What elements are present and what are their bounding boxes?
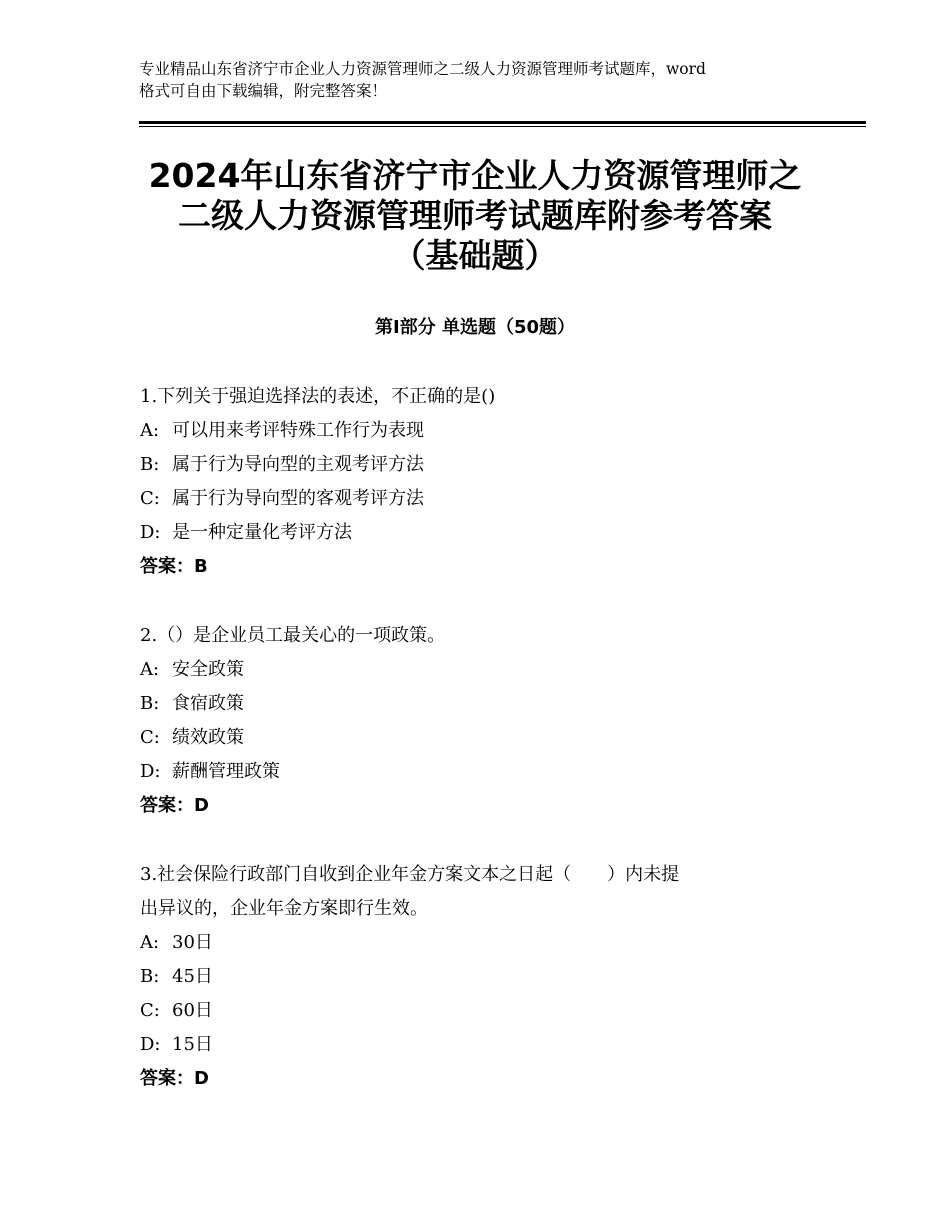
title-line: （基础题） <box>392 236 558 275</box>
option-text: 可以用来考评特殊工作行为表现 <box>172 420 424 441</box>
option-b <box>140 448 800 482</box>
option-label: B: <box>140 454 160 475</box>
option-label: A: <box>140 420 160 441</box>
question-3 <box>140 858 800 1096</box>
option-c <box>140 994 800 1028</box>
header-note <box>139 58 839 102</box>
option-b <box>140 960 800 994</box>
option-label: C: <box>140 727 160 748</box>
question-stem: 2.（）是企业员工最关心的一项政策。 <box>140 625 446 646</box>
option-label: D: <box>140 1034 161 1055</box>
option-text: 45日 <box>172 966 213 987</box>
option-label: D: <box>140 522 161 543</box>
option-label: C: <box>140 488 160 509</box>
option-text: 安全政策 <box>172 659 244 680</box>
title-line: 二级人力资源管理师考试题库附参考答案 <box>178 196 772 235</box>
answer: 答案：D <box>140 1068 209 1089</box>
question-stem-continued: 出异议的，企业年金方案即行生效。 <box>140 898 428 919</box>
option-text: 是一种定量化考评方法 <box>172 522 352 543</box>
question-stem: 3.社会保险行政部门自收到企业年金方案文本之日起（ ）内未提 <box>140 864 680 885</box>
option-d <box>140 755 800 789</box>
option-text: 60日 <box>172 1000 213 1021</box>
answer: 答案：B <box>140 556 208 577</box>
option-d <box>140 516 800 550</box>
option-c <box>140 721 800 755</box>
option-label: A: <box>140 659 160 680</box>
title-line: 2024年山东省济宁市企业人力资源管理师之 <box>148 156 802 195</box>
option-label: A: <box>140 932 160 953</box>
option-text: 属于行为导向型的客观考评方法 <box>172 488 424 509</box>
question-1 <box>140 380 800 584</box>
option-label: B: <box>140 966 160 987</box>
option-b <box>140 687 800 721</box>
option-text: 30日 <box>172 932 213 953</box>
answer: 答案：D <box>140 795 209 816</box>
header-note-line: 专业精品山东省济宁市企业人力资源管理师之二级人力资源管理师考试题库，word <box>139 60 706 78</box>
option-text: 食宿政策 <box>172 693 244 714</box>
option-text: 15日 <box>172 1034 213 1055</box>
section-heading: 第Ⅰ部分 单选题（50题） <box>374 317 575 338</box>
option-a <box>140 653 800 687</box>
question-stem: 1.下列关于强迫选择法的表述，不正确的是() <box>140 386 496 407</box>
header-divider-thick <box>139 121 866 124</box>
option-a <box>140 926 800 960</box>
option-a <box>140 414 800 448</box>
question-2 <box>140 619 800 823</box>
option-label: B: <box>140 693 160 714</box>
option-text: 绩效政策 <box>172 727 244 748</box>
option-c <box>140 482 800 516</box>
option-text: 属于行为导向型的主观考评方法 <box>172 454 424 475</box>
option-text: 薪酬管理政策 <box>172 761 280 782</box>
header-note-line: 格式可自由下载编辑，附完整答案！ <box>139 82 388 100</box>
option-d <box>140 1028 800 1062</box>
option-label: C: <box>140 1000 160 1021</box>
header-divider-thin <box>139 126 866 127</box>
document-title <box>100 156 850 276</box>
option-label: D: <box>140 761 161 782</box>
